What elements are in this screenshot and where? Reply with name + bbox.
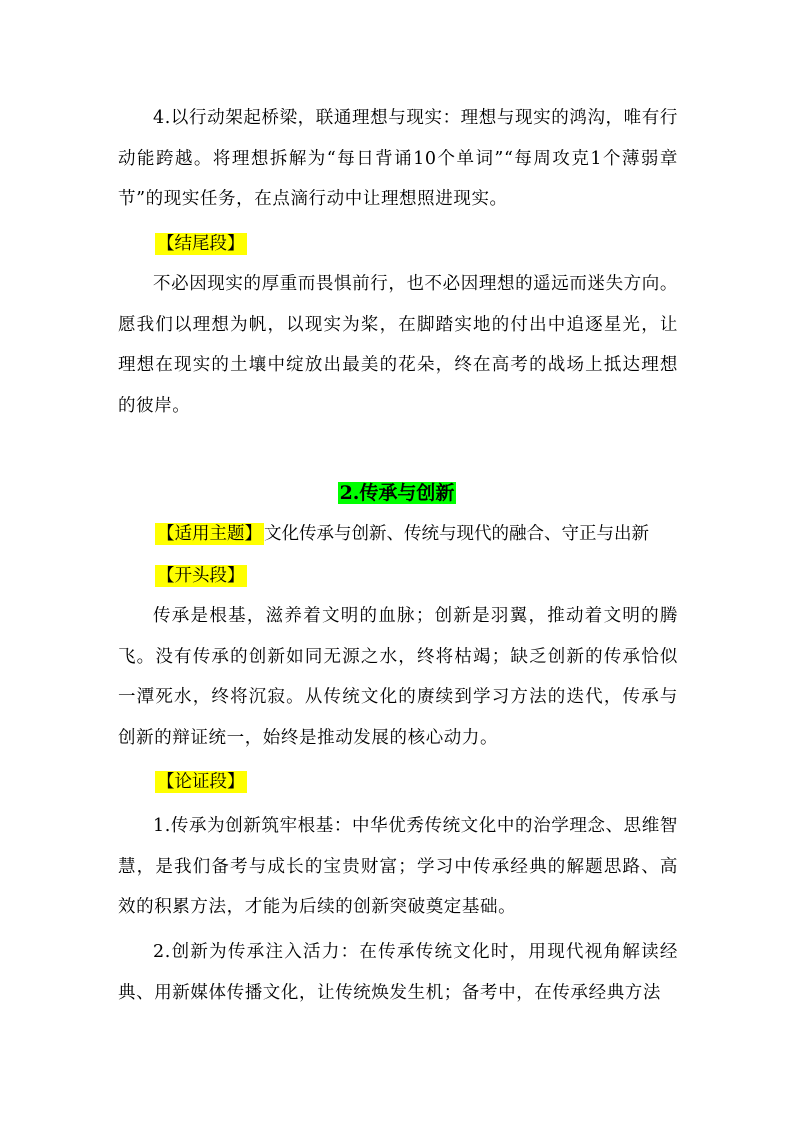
section-title xyxy=(0,478,794,508)
point-2-paragraph: 2.创新为传承注入活力：在传承传统文化时，用现代视角解读经典、用新媒体传播文化，让传统焕发生机；备考中，在传承经典方法 xyxy=(118,942,678,1003)
argument-tag: 【论证段】 xyxy=(157,772,245,792)
theme-tag: 【适用主题】 xyxy=(157,524,262,544)
opening-section-label xyxy=(155,562,247,590)
ending-tag: 【结尾段】 xyxy=(157,234,245,254)
ending-paragraph: 不必因现实的厚重而畏惧前行，也不必因理想的遥远而迷失方向。愿我们以理想为帆，以现实为桨，在脚踏实地的付出中追逐星光，让理想在现实的土壤中绽放出最美的花朵，终在高考的战场上抵达理想的彼岸。 xyxy=(118,274,678,416)
argument-section-label xyxy=(155,768,247,796)
section-title-text: 2.传承与创新 xyxy=(339,482,455,504)
ending-section-label xyxy=(155,230,247,258)
opening-tag: 【开头段】 xyxy=(157,566,245,586)
opening-paragraph: 传承是根基，滋养着文明的血脉；创新是羽翼，推动着文明的腾飞。没有传承的创新如同无源之水，终将枯竭；缺乏创新的传承恰似一潭死水，终将沉寂。从传统文化的赓续到学习方法的迭代，传承与创新的辩证统一，始终是推动发展的核心动力。 xyxy=(118,606,678,748)
point-1-paragraph: 1.传承为创新筑牢根基：中华优秀传统文化中的治学理念、思维智慧，是我们备考与成长的宝贵财富；学习中传承经典的解题思路、高效的积累方法，才能为后续的创新突破奠定基础。 xyxy=(118,816,678,917)
theme-text: 文化传承与创新、传统与现代的融合、守正与出新 xyxy=(264,524,649,544)
point-4-paragraph: 4.以行动架起桥梁，联通理想与现实：理想与现实的鸿沟，唯有行动能跨越。将理想拆解为“每日背诵10个单词”“每周攻克1个薄弱章节”的现实任务，在点滴行动中让理想照进现实。 xyxy=(118,108,678,209)
theme-line xyxy=(155,520,649,548)
